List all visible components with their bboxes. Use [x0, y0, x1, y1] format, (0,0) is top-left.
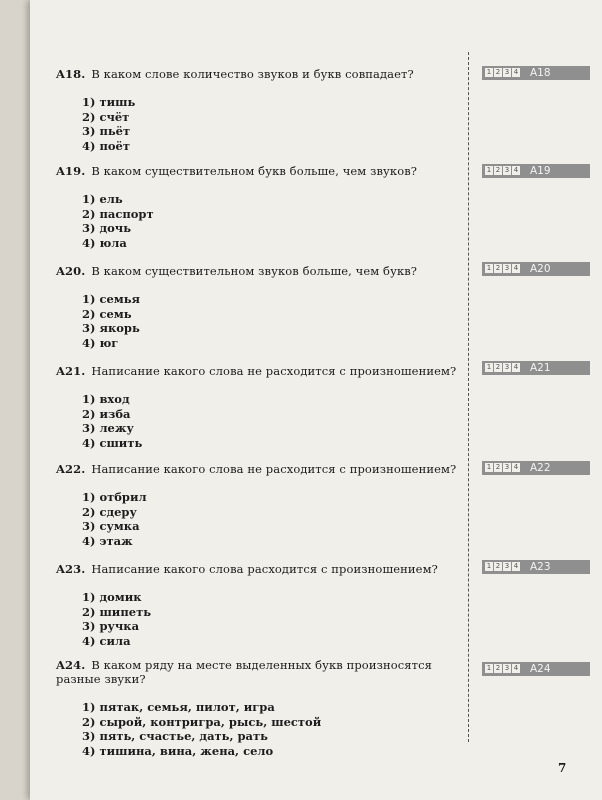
option: 2) сдеру [82, 504, 137, 519]
answer-cell[interactable]: 3 [504, 664, 510, 672]
option: 1) семья [82, 292, 141, 306]
option: 2) семь [82, 306, 132, 321]
answer-cell[interactable]: 2 [495, 562, 501, 570]
answer-cell[interactable]: 4 [513, 463, 519, 471]
option: 4) сила [82, 633, 131, 648]
question-header [56, 462, 466, 476]
question-text: В каком ряду на месте выделенных букв произносятся разные звуки? [56, 658, 432, 686]
option: 4) юг [82, 335, 119, 350]
option: 3) сумка [82, 519, 140, 533]
answer-box-a20[interactable] [482, 262, 590, 276]
option: 2) шипеть [82, 604, 151, 619]
answer-cell[interactable]: 1 [486, 264, 492, 272]
answer-cell[interactable]: 4 [513, 264, 519, 272]
question-text: Написание какого слова расходится с произношением? [91, 562, 438, 576]
option: 2) паспорт [82, 206, 154, 221]
question-number: A24. [56, 658, 86, 672]
option: 1) вход [82, 392, 130, 406]
options-list [56, 192, 466, 250]
answer-box-a21[interactable] [482, 361, 590, 375]
answer-cell[interactable]: 3 [504, 68, 510, 76]
question-number: A20. [56, 264, 86, 278]
option: 3) ручка [82, 619, 140, 633]
page [30, 0, 602, 800]
answer-cell[interactable]: 2 [495, 664, 501, 672]
answer-cell[interactable]: 1 [486, 166, 492, 174]
options-list [56, 95, 466, 153]
question-number: A22. [56, 462, 86, 476]
answer-cell[interactable]: 4 [513, 68, 519, 76]
answer-cells [485, 363, 521, 372]
answer-cell[interactable]: 2 [495, 264, 501, 272]
question-text: Написание какого слова не расходится с произношением? [91, 364, 457, 378]
answer-cell[interactable]: 4 [513, 562, 519, 570]
answer-cell[interactable]: 3 [504, 562, 510, 570]
answer-box-a18[interactable] [482, 66, 590, 80]
answer-cell[interactable]: 1 [486, 562, 492, 570]
options-list [56, 700, 466, 758]
option: 3) якорь [82, 321, 140, 335]
question-text: В каком существительном букв больше, чем звуков? [91, 164, 418, 178]
dashed-cut-line [468, 52, 469, 742]
question-a23 [56, 562, 466, 648]
option: 4) сшить [82, 435, 143, 450]
question-number: A21. [56, 364, 86, 378]
answer-box-label: A23 [530, 561, 551, 573]
answer-cell[interactable]: 2 [495, 363, 501, 371]
option: 2) сырой, контригра, рысь, шестой [82, 714, 322, 729]
answer-cell[interactable]: 3 [504, 264, 510, 272]
question-header [56, 658, 466, 686]
answer-cell[interactable]: 2 [495, 463, 501, 471]
answer-box-label: A18 [530, 67, 551, 79]
answer-cell[interactable]: 4 [513, 166, 519, 174]
question-a18 [56, 67, 466, 153]
options-list [56, 590, 466, 648]
answer-cells [485, 664, 521, 673]
answer-cell[interactable]: 4 [513, 363, 519, 371]
option: 3) дочь [82, 221, 132, 235]
option: 1) тишь [82, 95, 136, 109]
answer-cell[interactable]: 2 [495, 166, 501, 174]
answer-box-label: A22 [530, 462, 551, 474]
question-header [56, 264, 466, 278]
answer-cells [485, 68, 521, 77]
answer-cell[interactable]: 3 [504, 166, 510, 174]
answer-cells [485, 264, 521, 273]
option: 4) юла [82, 235, 127, 250]
option: 1) ель [82, 192, 123, 206]
option: 2) изба [82, 406, 131, 421]
question-a24 [56, 658, 466, 758]
options-list [56, 292, 466, 350]
question-a20 [56, 264, 466, 350]
page-number: 7 [558, 761, 567, 775]
answer-cell[interactable]: 1 [486, 363, 492, 371]
answer-cell[interactable]: 1 [486, 463, 492, 471]
answer-box-a23[interactable] [482, 560, 590, 574]
question-header [56, 67, 466, 81]
question-header [56, 364, 466, 378]
option: 1) отбрил [82, 490, 147, 504]
answer-cell[interactable]: 1 [486, 68, 492, 76]
question-text: Написание какого слова не расходится с произношением? [91, 462, 457, 476]
option: 4) поёт [82, 138, 130, 153]
answer-box-label: A24 [530, 663, 551, 675]
answer-box-label: A20 [530, 263, 551, 275]
answer-box-label: A19 [530, 165, 551, 177]
option: 1) пятак, семья, пилот, игра [82, 700, 275, 714]
question-header [56, 164, 466, 178]
question-header [56, 562, 466, 576]
question-number: A18. [56, 67, 86, 81]
option: 4) этаж [82, 533, 133, 548]
question-a19 [56, 164, 466, 250]
answer-box-a24[interactable] [482, 662, 590, 676]
question-number: A23. [56, 562, 86, 576]
question-text: В каком слове количество звуков и букв совпадает? [91, 67, 414, 81]
answer-box-label: A21 [530, 362, 551, 374]
answer-cell[interactable]: 1 [486, 664, 492, 672]
answer-cell[interactable]: 3 [504, 463, 510, 471]
answer-cells [485, 166, 521, 175]
answer-cell[interactable]: 4 [513, 664, 519, 672]
option: 1) домик [82, 590, 142, 604]
option: 2) счёт [82, 109, 130, 124]
answer-box-a22[interactable] [482, 461, 590, 475]
question-text: В каком существительном звуков больше, чем букв? [91, 264, 418, 278]
options-list [56, 490, 466, 548]
option: 3) пьёт [82, 124, 131, 138]
options-list [56, 392, 466, 450]
option: 3) пять, счастье, дать, рать [82, 729, 268, 743]
question-number: A19. [56, 164, 86, 178]
answer-cells [485, 562, 521, 571]
answer-cells [485, 463, 521, 472]
answer-box-a19[interactable] [482, 164, 590, 178]
option: 3) лежу [82, 421, 134, 435]
question-a21 [56, 364, 466, 450]
answer-cell[interactable]: 3 [504, 363, 510, 371]
answer-cell[interactable]: 2 [495, 68, 501, 76]
question-a22 [56, 462, 466, 548]
option: 4) тишина, вина, жена, село [82, 743, 274, 758]
